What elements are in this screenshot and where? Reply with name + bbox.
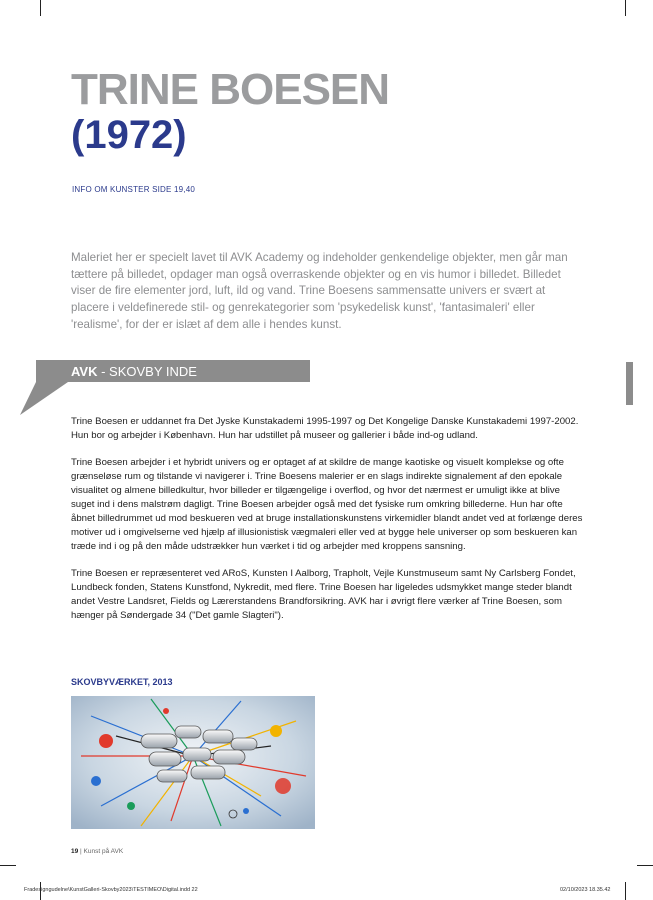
biography-paragraph-education: Trine Boesen er uddannet fra Det Jyske Kunstakademi 1995-1997 og Det Kongelige Danske Kunstakademi 1997-2002. Hun bor og arbejder i København. Hun har udstillet på museer og gallerier i både ind-og udland. (71, 416, 579, 441)
section-title (71, 364, 197, 379)
biography-paragraph-practice: Trine Boesen arbejder i et hybridt univers og er optaget af at skildre de mange kaotiske og visuelt komplekse og ofte grænseløse rum og tilstande vi navigerer i. Trine Boesens malerier er en slags indirekte signalement af den epokale visualitet og almene billedkultur, hvor billeder er tilgængelige i overflod, og hvor det nærmest er umuligt ikke at blive suget ind i dens malstrøm dagligt. Trine Boesen arbejder også med det fysiske rum omkring billederne. Hun har ofte åbnet billedrummet ud mod beskueren ved at bruge installationskunstens virkemidler blandt andet ved at forlænge deres motiver ud i omgivelserne ved hjælp af illusionistisk vægmaleri eller ved at bygge hele universer op som beskueren kan træde ind i og på den måde udstrækker hun værket i tid og arbejder med kroppens sansning. (71, 457, 583, 552)
crop-mark-left-h (0, 865, 16, 866)
page-edge-tab (626, 362, 633, 405)
artist-birth-year: (1972) (71, 113, 187, 157)
slug-file-name: Fradesigngudelne\KunstGalleri-Skovby2023\TESTIMEO\Digital.indd 22 (24, 887, 198, 893)
artwork-image (71, 696, 315, 829)
biography (71, 415, 584, 636)
intro-paragraph: Maleriet her er specielt lavet til AVK Academy og indeholder genkendelige objekter, men går man tættere på billedet, opdager man også overraskende objekter og en vis humor i billedet. Billedet viser de fire elementer jord, luft, ild og vand. Trine Boesens sammensatte univers er svært at placere i veldefinerede stil- og genrekategorier som 'psykedelisk kunst', 'fantasimaleri' eller 'realisme', for der er islæt af dem alle i hendes kunst. (71, 251, 568, 331)
artwork-caption: SKOVBYVÆRKET, 2013 (71, 677, 173, 687)
crop-mark-top-right (625, 0, 626, 16)
section-title-brand: AVK (71, 364, 98, 379)
crop-mark-right-h (637, 865, 653, 866)
artist-info-reference: INFO OM KUNSTER SIDE 19,40 (72, 185, 196, 194)
section-title-location: - SKOVBY INDE (97, 364, 197, 379)
slug-timestamp: 02/10/2023 18.35.42 (560, 887, 611, 893)
folio-separator: | (78, 848, 84, 855)
folio-text: Kunst på (83, 848, 111, 855)
biography-paragraph-collections: Trine Boesen er repræsenteret ved ARoS, Kunsten I Aalborg, Trapholt, Vejle Kunstmuseum samt Ny Carlsberg Fondet, Lundbeck fonden, Statens Kunstfond, Nykredit, med flere. Trine Boesen har ligeledes udsmykket mange steder blandt andet Vestre Landsret, Fields og Lærerstandens Brandforsikring. AVK har i øvrigt flere værker af Trine Boesen, som hænger på Søndergade 34 ("Det gamle Slagteri"). (71, 568, 576, 621)
folio-brand: AVK (110, 848, 124, 855)
page-folio (71, 848, 123, 855)
crop-mark-top-left (40, 0, 41, 16)
crop-mark-bottom-right (625, 882, 626, 900)
artwork-illustration (71, 696, 315, 829)
artist-name: TRINE BOESEN (71, 65, 390, 114)
page-number: 19 (71, 848, 79, 855)
